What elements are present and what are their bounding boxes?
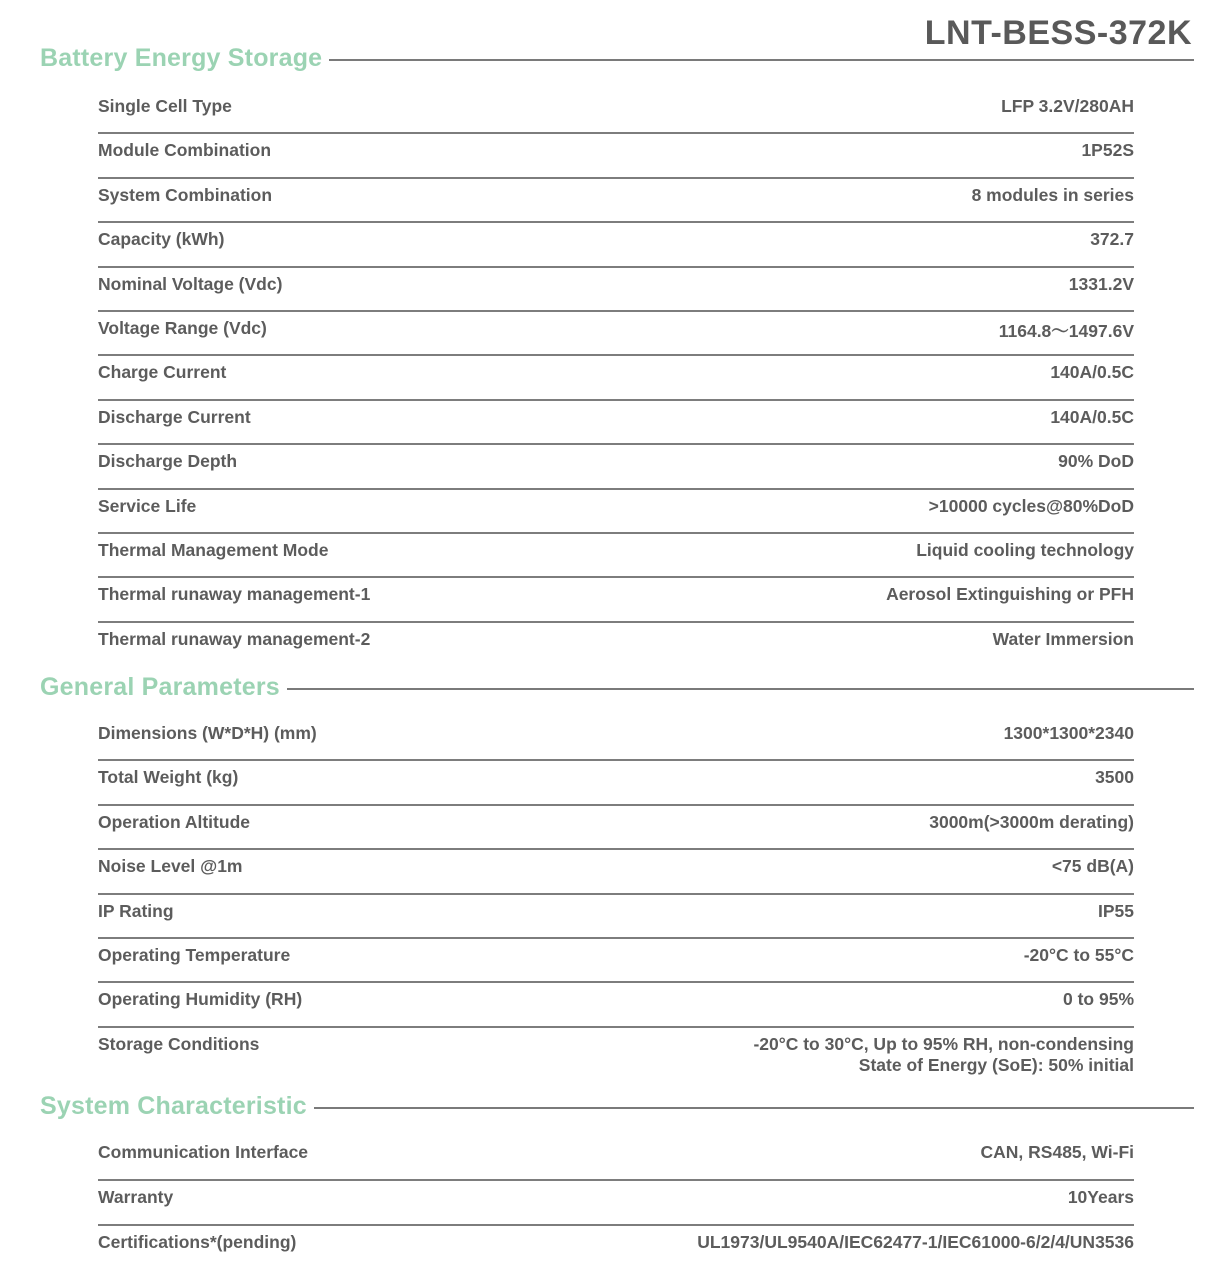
spec-value: 1164.8～1497.6V bbox=[998, 320, 1134, 341]
spec-label: Service Life bbox=[98, 495, 197, 516]
spec-value: 3000m(>3000m derating) bbox=[929, 811, 1134, 832]
spec-value: Water Immersion bbox=[992, 628, 1134, 649]
spec-label: Warranty bbox=[98, 1187, 174, 1207]
spec-row bbox=[98, 623, 1134, 667]
spec-label: Discharge Current bbox=[98, 406, 251, 427]
spec-label: Single Cell Type bbox=[98, 96, 232, 116]
spec-value: LFP 3.2V/280AH bbox=[1001, 96, 1134, 116]
spec-label: Total Weight (kg) bbox=[98, 767, 239, 788]
section-divider bbox=[329, 59, 1194, 61]
spec-row bbox=[98, 1226, 1134, 1271]
spec-row bbox=[98, 578, 1134, 622]
spec-row bbox=[98, 401, 1134, 445]
spec-label: Communication Interface bbox=[98, 1142, 309, 1162]
spec-table bbox=[98, 1136, 1134, 1271]
spec-label: Capacity (kWh) bbox=[98, 229, 225, 250]
spec-row bbox=[98, 850, 1134, 894]
spec-value: 140A/0.5C bbox=[1050, 362, 1134, 383]
spec-row bbox=[98, 223, 1134, 267]
section-header bbox=[40, 43, 1194, 73]
spec-label: Nominal Voltage (Vdc) bbox=[98, 273, 283, 294]
spec-row bbox=[98, 1181, 1134, 1226]
spec-value: Liquid cooling technology bbox=[916, 539, 1134, 560]
model-title: LNT-BESS-372K bbox=[924, 14, 1192, 52]
spec-label: Thermal runaway management-1 bbox=[98, 584, 371, 605]
spec-row bbox=[98, 268, 1134, 312]
spec-value: 90% DoD bbox=[1058, 451, 1134, 472]
spec-row bbox=[98, 761, 1134, 805]
spec-value: Aerosol Extinguishing or PFH bbox=[886, 584, 1134, 605]
section-header bbox=[40, 1091, 1194, 1121]
spec-label: Charge Current bbox=[98, 362, 227, 383]
section-divider bbox=[287, 688, 1194, 690]
spec-value: CAN, RS485, Wi-Fi bbox=[980, 1142, 1134, 1162]
spec-label: IP Rating bbox=[98, 900, 174, 921]
spec-row bbox=[98, 806, 1134, 850]
spec-row bbox=[98, 134, 1134, 178]
spec-label: Thermal Management Mode bbox=[98, 539, 329, 560]
spec-value: UL1973/UL9540A/IEC62477-1/IEC61000-6/2/4/UN3536 bbox=[697, 1232, 1134, 1252]
spec-value: -20°C to 55°C bbox=[1023, 944, 1134, 965]
spec-label: Thermal runaway management-2 bbox=[98, 628, 371, 649]
spec-value: 10Years bbox=[1067, 1187, 1134, 1207]
spec-label: Certifications*(pending) bbox=[98, 1232, 297, 1252]
spec-label: Operating Temperature bbox=[98, 944, 291, 965]
spec-label: Module Combination bbox=[98, 140, 272, 161]
spec-value: 372.7 bbox=[1090, 229, 1134, 250]
spec-value: IP55 bbox=[1098, 900, 1134, 921]
spec-row bbox=[98, 534, 1134, 578]
spec-value: 1300*1300*2340 bbox=[1003, 723, 1134, 743]
spec-label: Operation Altitude bbox=[98, 811, 250, 832]
spec-row bbox=[98, 717, 1134, 761]
spec-row bbox=[98, 1028, 1134, 1090]
spec-table bbox=[98, 90, 1134, 667]
spec-value: -20°C to 30°C, Up to 95% RH, non-condensing State of Energy (SoE): 50% initial bbox=[753, 1033, 1134, 1075]
spec-value: >10000 cycles@80%DoD bbox=[928, 495, 1134, 516]
spec-label: Noise Level @1m bbox=[98, 856, 243, 877]
spec-value: 0 to 95% bbox=[1063, 989, 1134, 1010]
spec-row bbox=[98, 356, 1134, 400]
spec-value: <75 dB(A) bbox=[1051, 856, 1134, 877]
spec-label: System Combination bbox=[98, 184, 273, 205]
section-divider bbox=[314, 1107, 1194, 1109]
spec-label: Voltage Range (Vdc) bbox=[98, 317, 267, 338]
spec-row bbox=[98, 939, 1134, 983]
spec-row bbox=[98, 895, 1134, 939]
section-title: Battery Energy Storage bbox=[40, 43, 323, 72]
spec-value: 8 modules in series bbox=[971, 184, 1134, 205]
spec-value: 1P52S bbox=[1081, 140, 1134, 161]
spec-value: 1331.2V bbox=[1068, 273, 1134, 294]
section-header bbox=[40, 672, 1194, 702]
spec-label: Storage Conditions bbox=[98, 1033, 260, 1054]
spec-label: Dimensions (W*D*H) (mm) bbox=[98, 723, 317, 743]
spec-label: Operating Humidity (RH) bbox=[98, 989, 303, 1010]
spec-row bbox=[98, 1136, 1134, 1181]
spec-label: Discharge Depth bbox=[98, 451, 238, 472]
spec-row bbox=[98, 312, 1134, 356]
spec-table bbox=[98, 717, 1134, 1090]
spec-row bbox=[98, 983, 1134, 1027]
spec-row bbox=[98, 490, 1134, 534]
section-title: General Parameters bbox=[40, 672, 280, 701]
spec-row bbox=[98, 445, 1134, 489]
spec-value: 3500 bbox=[1095, 767, 1134, 788]
spec-row bbox=[98, 90, 1134, 134]
section-title: System Characteristic bbox=[40, 1091, 307, 1120]
spec-row bbox=[98, 179, 1134, 223]
spec-value: 140A/0.5C bbox=[1050, 406, 1134, 427]
